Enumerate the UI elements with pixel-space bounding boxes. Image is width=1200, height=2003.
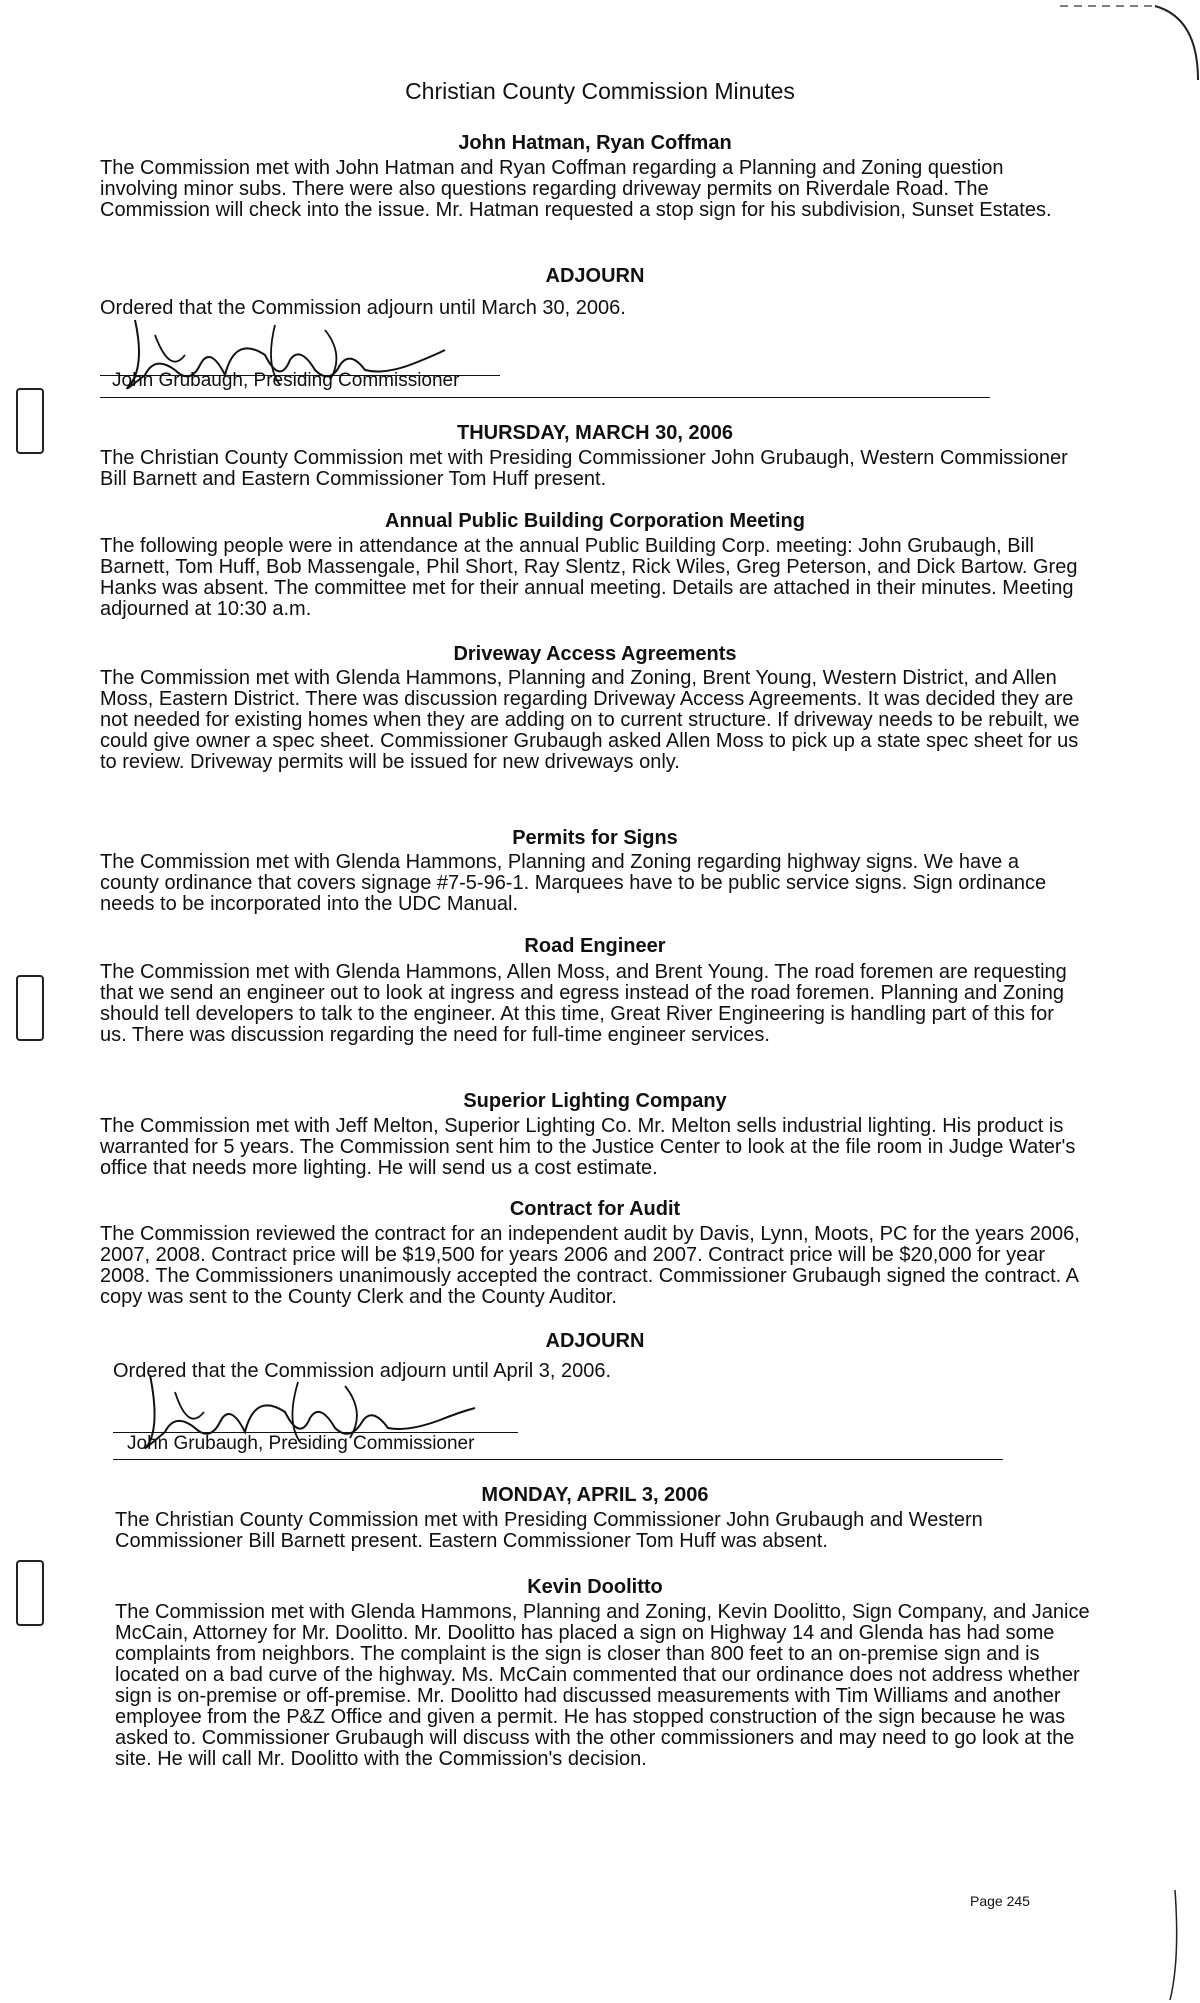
section-body: The Commission met with Glenda Hammons, Allen Moss, and Brent Young. The road foremen are requesting that we send an engineer out to look at ingress and egress instead of the road foremen. Planning and Zoning should tell developers to talk to the engineer. At this time, Great River Engineering is handling part of this for us. There was discussion regarding the need for full-time engineer services. [100,961,1067,1046]
section-body: The Commission met with Glenda Hammons, Planning and Zoning, Kevin Doolitto, Sign Company, and Janice McCain, Attorney for Mr. Doolitto. Mr. Doolitto has placed a sign on Highway 14 and Glenda has had some complaints from neighbors. The complaint is the sign is closer than 800 feet to an on-premise sign and is located on a bad curve of the highway. Ms. McCain commented that our ordinance does not address whether sign is on-premise or off-premise. Mr. Doolitto had discussed measurements with Tim Williams and another employee from the P&Z Office and given a permit. He has stopped construction of the sign because he was asked to. Commissioner Grubaugh will discuss with the other commissioners and may need to go look at the site. He will call Mr. Doolitto with the Commission's decision. [115,1601,1090,1770]
adjourn-order: Ordered that the Commission adjourn until April 3, 2006. [113,1360,612,1382]
section-heading: Contract for Audit [509,1198,681,1220]
date-heading: THURSDAY, MARCH 30, 2006 [456,422,733,444]
date-heading: MONDAY, APRIL 3, 2006 [481,1484,709,1506]
section-heading: John Hatman, Ryan Coffman [458,132,732,154]
signature-label: John Grubaugh, Presiding Commissioner [127,1433,475,1454]
section-heading: Permits for Signs [512,827,678,849]
section-heading: Driveway Access Agreements [453,643,737,665]
section-body: The Commission met with Glenda Hammons, Planning and Zoning, Brent Young, Western District, and Allen Moss, Eastern District. There was discussion regarding Driveway Access Agreements. It was decided they are not needed for existing homes when they are adding on to current structure. If driveway needs to be rebuilt, we could give owner a spec sheet. Commissioner Grubaugh asked Allen Moss to pick up a state spec sheet for us to review. Driveway permits will be issued for new driveways only. [100,667,1080,773]
section-heading: Annual Public Building Corporation Meeting [385,510,805,532]
section-divider [113,1459,1003,1460]
section-heading: Road Engineer [524,935,666,957]
document-title: Christian County Commission Minutes [405,78,795,104]
binder-hole-top [16,388,44,454]
binder-hole-middle [16,975,44,1041]
page-number: Page 245 [970,1893,1030,1909]
adjourn-heading: ADJOURN [545,265,645,287]
binder-hole-bottom [16,1560,44,1626]
section-body: The Commission met with John Hatman and Ryan Coffman regarding a Planning and Zoning question involving minor subs. There were also questions regarding driveway permits on Riverdale Road. The Commission will check into the issue. Mr. Hatman requested a stop sign for his subdivision, Sunset Estates. [100,157,1052,221]
section-body: The Commission reviewed the contract for an independent audit by Davis, Lynn, Moots, PC for the years 2006, 2007, 2008. Contract price will be $19,500 for years 2006 and 2007. Contract price will be $20,000 for year 2008. The Commissioners unanimously accepted the contract. Commissioner Grubaugh signed the contract. A copy was sent to the County Clerk and the County Auditor. [100,1223,1080,1308]
section-body: The Commission met with Glenda Hammons, Planning and Zoning regarding highway signs. We have a county ordinance that covers signage #7-5-96-1. Marquees have to be public service signs. Sign ordinance needs to be incorporated into the UDC Manual. [100,851,1047,915]
adjourn-order: Ordered that the Commission adjourn until March 30, 2006. [100,297,626,319]
section-body: The Christian County Commission met with Presiding Commissioner John Grubaugh and Western Commissioner Bill Barnett present. Eastern Commissioner Tom Huff was absent. [115,1509,983,1552]
signature-label: John Grubaugh, Presiding Commissioner [112,370,460,391]
section-divider [100,397,990,398]
section-heading: Kevin Doolitto [527,1576,663,1598]
section-body: The Commission met with Jeff Melton, Superior Lighting Co. Mr. Melton sells industrial lighting. His product is warranted for 5 years. The Commission sent him to the Justice Center to look at the file room in Judge Water's office that needs more lighting. He will send us a cost estimate. [100,1115,1076,1179]
section-heading: Superior Lighting Company [463,1090,727,1112]
section-body: The following people were in attendance at the annual Public Building Corp. meeting: John Grubaugh, Bill Barnett, Tom Huff, Bob Massengale, Phil Short, Ray Slentz, Rick Wiles, Greg Peterson, and Dick Bartow. Greg Hanks was absent. The committee met for their annual meeting. Details are attached in their minutes. Meeting adjourned at 10:30 a.m. [100,535,1078,620]
section-body: The Christian County Commission met with Presiding Commissioner John Grubaugh, Western Commissioner Bill Barnett and Eastern Commissioner Tom Huff present. [100,447,1068,490]
adjourn-heading: ADJOURN [545,1330,645,1352]
